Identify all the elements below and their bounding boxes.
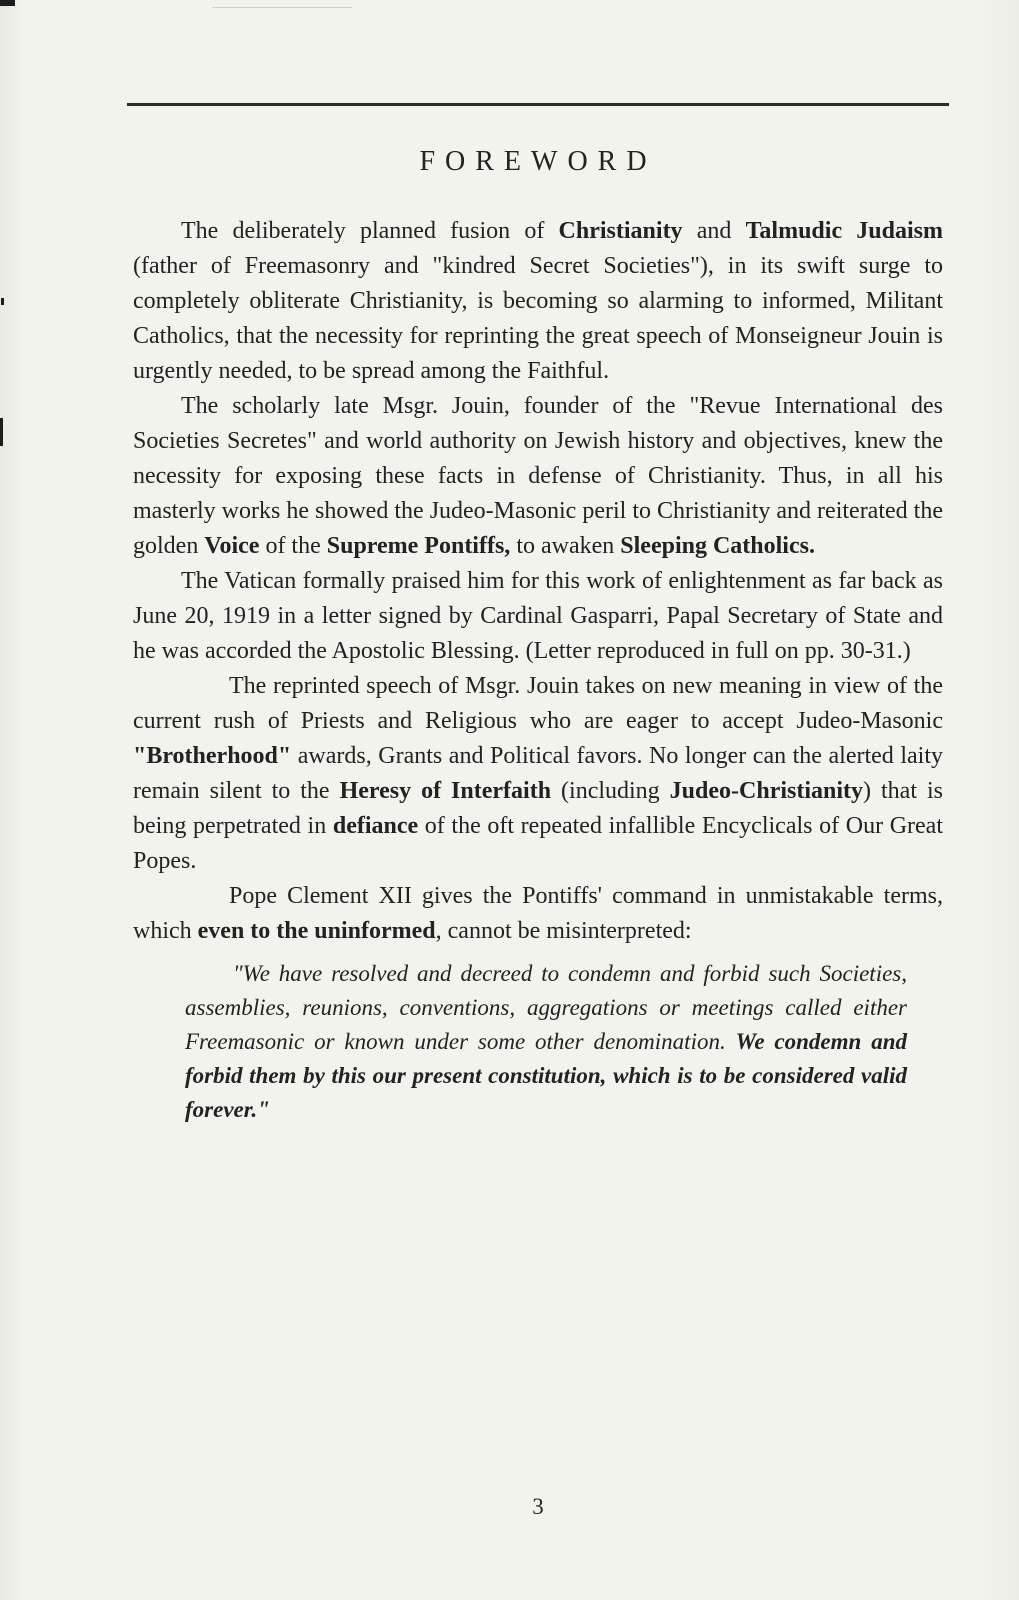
emphasized-text: Talmudic Judaism [745,218,943,244]
text-segment: and [682,218,746,244]
body-paragraph [133,389,943,564]
emphasized-text: Voice [204,533,260,559]
text-segment: "We have resolved and decreed to condemn and forbid such Societies, assemblies, reunions, conventions, aggregations or meetings called either Freemasonic or known under some other denomination. [185,961,907,1054]
text-segment: Pope Clement XII gives the Pontiffs' command in unmistakable terms, which [133,883,943,944]
emphasized-text: even to the uninformed [197,918,436,944]
scan-artifact-edge-dash [0,418,3,446]
text-segment: to awaken [510,533,621,559]
quote-paragraph [185,957,907,1127]
emphasized-text: Judeo-Christianity [669,778,864,804]
body-paragraph [133,564,943,669]
text-segment: (father of Freemasonry and "kindred Secret Societies"), in its swift surge to completely obliterate Christianity, is becoming so alarming to informed, Militant Catholics, that the necessity for reprinting the great speech of Monseigneur Jouin is urgently needed, to be spread among the Faithful. [133,253,943,384]
body-paragraph [133,879,943,949]
body-paragraph [133,214,943,389]
page-title: FOREWORD [419,146,657,177]
emphasized-text: Supreme Pontiffs, [326,533,511,559]
page-number: 3 [532,1494,544,1519]
text-segment: of the oft repeated infallible Encyclicals of Our Great Popes. [133,813,944,874]
text-segment: The Vatican formally praised him for this work of enlightenment as far back as June 20, 1919 in a letter signed by Cardinal Gasparri, Papal Secretary of State and he was accorded the Apostolic Blessing. (Letter reproduced in full on pp. 30-31.) [133,568,943,664]
body-paragraph [133,669,943,879]
paragraphs [133,214,943,1127]
text-segment: , cannot be misinterpreted: [435,918,692,944]
emphasized-text: "Brotherhood" [133,743,292,769]
text-segment: The scholarly late Msgr. Jouin, founder of the "Revue International des Societies Secretes" and world authority on Jewish history and objectives, knew the necessity for exposing these facts in defense of Christianity. Thus, in all his masterly works he showed the Judeo-Masonic peril to Christianity and reiterated the golden [133,393,943,559]
emphasized-text: defiance [332,813,419,839]
top-rule [127,103,949,106]
text-segment: The deliberately planned fusion of [181,218,559,244]
emphasized-text: Sleeping Catholics. [620,533,815,559]
text-segment: of the [259,533,327,559]
text-segment: (including [551,778,670,804]
emphasized-text: Heresy of Interfaith [339,778,552,804]
scan-artifact-edge-dot [1,298,4,305]
emphasized-text: Christianity [558,218,683,244]
scan-artifact-faint-line [212,7,352,8]
scan-artifact-corner [0,0,15,6]
text-segment: ) that is being perpetrated in [133,778,943,839]
text-segment: The reprinted speech of Msgr. Jouin takes on new meaning in view of the current rush of Priests and Religious who are eager to accept Judeo-Masonic [133,673,943,734]
emphasized-text: We condemn and forbid them by this our present constitution, which is to be considered valid forever." [185,1029,907,1122]
text-segment: awards, Grants and Political favors. No longer can the alerted laity remain silent to the [133,743,943,804]
